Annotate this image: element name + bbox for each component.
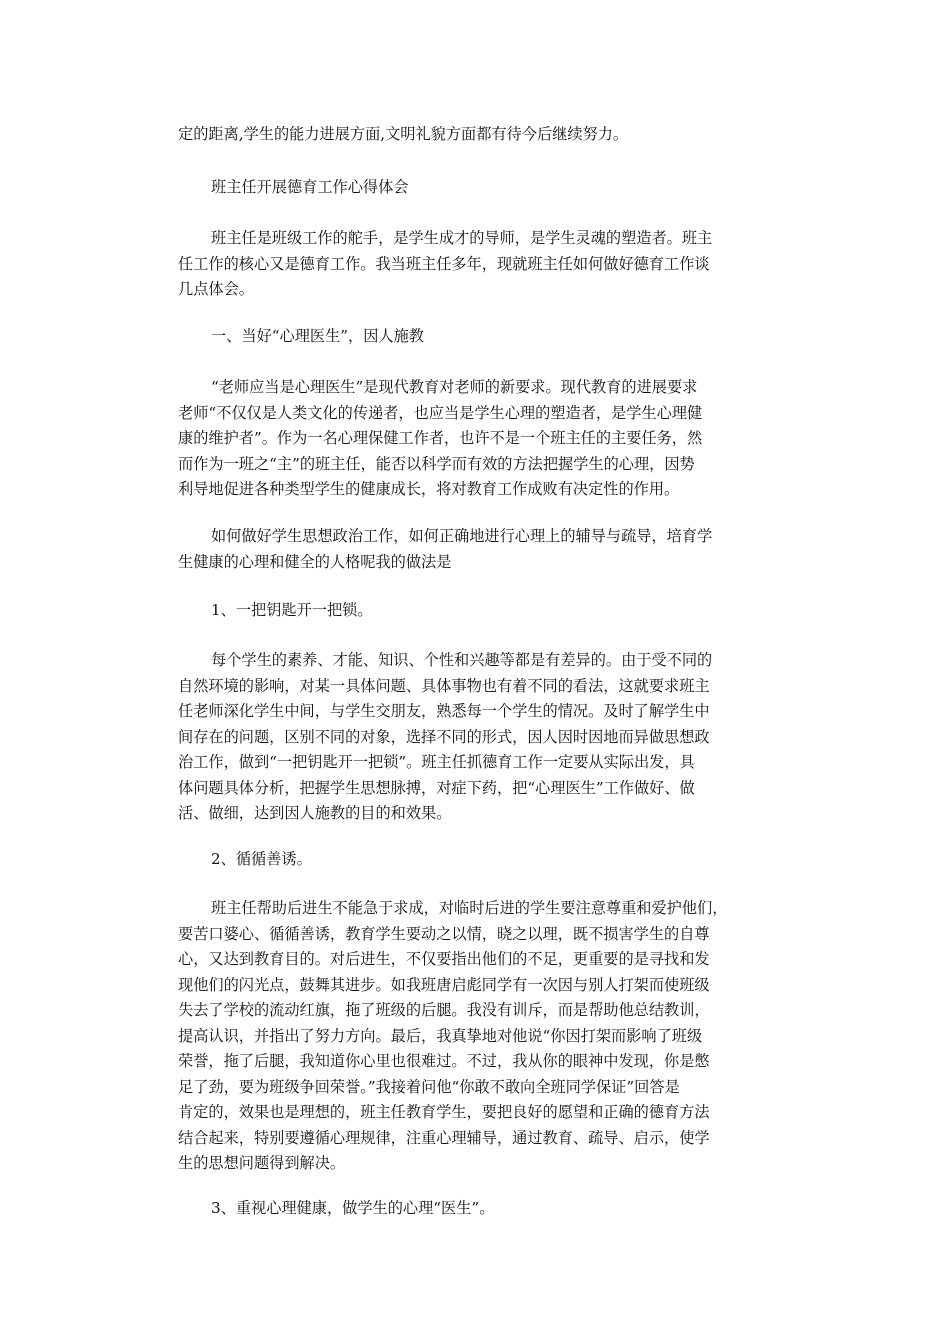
text-line: 现他们的闪光点，鼓舞其进步。如我班唐启彪同学有一次因与别人打架而使班级 — [178, 975, 710, 994]
paragraph-continuation — [178, 122, 780, 148]
subheading-3 — [178, 1196, 780, 1222]
text-line: 老师“不仅仅是人类文化的传递者，也应当是学生心理的塑造者，是学生心理健 — [178, 403, 703, 422]
article-title — [178, 175, 780, 201]
text-line: 生的思想问题得到解决。 — [178, 1154, 346, 1172]
text-line: 治工作，做到“一把钥匙开一把锁”。班主任抓德育工作一定要从实际出发，具 — [178, 753, 695, 771]
text-line: 自然环境的影响，对某一具体问题、具体事物也有着不同的看法，这就要求班主 — [178, 676, 710, 695]
text-line: 2、循循善诱。 — [211, 850, 312, 868]
subheading-2 — [178, 847, 780, 873]
text-line: “老师应当是心理医生”是现代教育对老师的新要求。现代教育的进展要求 — [211, 378, 698, 396]
text-line: 失去了学校的流动红旗，拖了班级的后腿。我没有训斥，而是帮助他总结教训， — [178, 1001, 710, 1019]
text-line: 而作为一班之“主”的班主任，能否以科学而有效的方法把握学生的心理，因势 — [178, 454, 695, 473]
text-line: 如何做好学生思想政治工作，如何正确地进行心理上的辅导与疏导，培育学 — [211, 527, 713, 545]
text-line: 3、重视心理健康，做学生的心理“医生”。 — [211, 1199, 495, 1217]
text-line: 荣誉，拖了后腿，我知道你心里也很难过。不过，我从你的眼神中发现，你是憋 — [178, 1052, 710, 1070]
text-line: 班主任帮助后进生不能急于求成，对临时后进的学生要注意尊重和爱护他们， — [211, 899, 728, 917]
text-line: 1、一把钥匙开一把锁。 — [211, 601, 373, 619]
text-line: 每个学生的素养、才能、知识、个性和兴趣等都是有差异的。由于受不同的 — [211, 651, 713, 669]
text-line: 生健康的心理和健全的人格呢我的做法是 — [178, 552, 452, 571]
section-heading-1 — [178, 324, 780, 350]
text-line: 利导地促进各种类型学生的健康成长，将对教育工作成败有决定性的作用。 — [178, 480, 680, 498]
text-line: 任工作的核心又是德育工作。我当班主任多年，现就班主任如何做好德育工作谈 — [178, 254, 710, 273]
text-line: 间存在的问题，区别不同的对象，选择不同的形式，因人因时因地而异做思想政 — [178, 727, 710, 746]
text-line: 肯定的，效果也是理想的，班主任教育学生，要把良好的愿望和正确的德育方法 — [178, 1103, 710, 1121]
paragraph-intro — [178, 226, 780, 303]
text-line: 任老师深化学生中间，与学生交朋友，熟悉每一个学生的情况。及时了解学生中 — [178, 702, 710, 720]
subheading-1 — [178, 598, 780, 624]
paragraph-patient-guidance — [178, 896, 780, 1177]
text-line: 一、当好“心理医生”，因人施教 — [211, 327, 424, 345]
paragraph-key-lock — [178, 648, 780, 827]
text-line: 班主任是班级工作的舵手，是学生成才的导师，是学生灵魂的塑造者。班主 — [211, 229, 713, 247]
text-line: 体问题具体分析，把握学生思想脉搏，对症下药，把“心理医生”工作做好、做 — [178, 778, 695, 797]
text-line: 康的维护者”。作为一名心理保健工作者，也许不是一个班主任的主要任务，然 — [178, 429, 703, 447]
text-line: 班主任开展德育工作心得体会 — [211, 178, 409, 196]
text-line: 提高认识，并指出了努力方向。最后，我真挚地对他说“你因打架而影响了班级 — [178, 1026, 703, 1045]
text-line: 活、做细，达到因人施教的目的和效果。 — [178, 804, 452, 822]
paragraph-method — [178, 524, 780, 575]
text-line: 足了劲，要为班级争回荣誉。”我接着问他“你敢不敢向全班同学保证”回答是 — [178, 1077, 680, 1096]
paragraph-psychologist — [178, 375, 780, 503]
text-line: 结合起来，特别要遵循心理规律，注重心理辅导，通过教育、疏导、启示，使学 — [178, 1128, 710, 1147]
text-line: 定的距离,学生的能力进展方面,文明礼貌方面都有待今后继续努力。 — [178, 125, 629, 143]
text-line: 要苦口婆心、循循善诱，教育学生要动之以情，晓之以理，既不损害学生的自尊 — [178, 924, 710, 943]
text-line: 几点体会。 — [178, 280, 254, 298]
text-line: 心，又达到教育目的。对后进生，不仅要指出他们的不足，更重要的是寻找和发 — [178, 950, 710, 968]
